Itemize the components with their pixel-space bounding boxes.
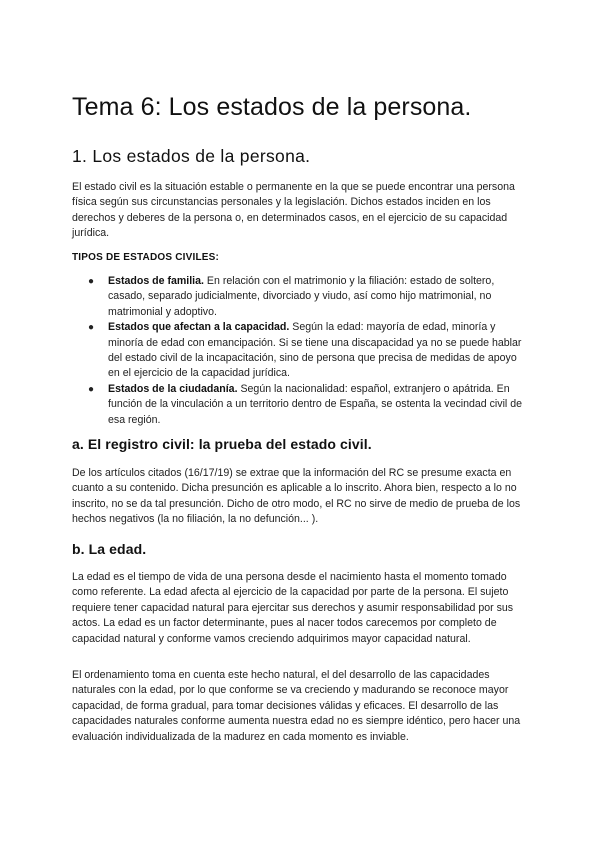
- section-heading: 1. Los estados de la persona.: [72, 146, 311, 166]
- bullet-icon: ●: [88, 322, 95, 334]
- bullet-icon: ●: [88, 276, 95, 287]
- list-item-text: En relación con el matrimonio y la filiación: estado de soltero, casado, separado judicialmente, divorciado y viudo, así como hijo matrimonial, no matrimonial y adoptivo.: [108, 275, 495, 318]
- list-item-text: Según la edad: mayoría de edad, minoría y minoría de edad con emancipación. Si se tiene una discapacidad ya no se puede hablar del estado civil de la incapacitación, sino de persona que precisa de medidas de apoyo en el ejercicio de la capacidad jurídica.: [108, 321, 522, 380]
- list-item: [72, 274, 528, 320]
- document-title: Tema 6: Los estados de la persona.: [72, 93, 472, 121]
- list-item-term: Estados que afectan a la capacidad.: [108, 321, 290, 334]
- bullet-icon: ●: [88, 383, 95, 395]
- list-item: [72, 320, 528, 382]
- subsection-heading-a: a. El registro civil: la prueba del estado civil.: [72, 436, 372, 452]
- subsection-heading-b: b. La edad.: [72, 541, 147, 557]
- list-item-text: Según la nacionalidad: español, extranjero o apátrida. En función de la vinculación a un territorio dentro de España, se ostenta la vecindad civil de esa región.: [108, 382, 522, 426]
- list-item-term: Estados de la ciudadanía.: [108, 382, 238, 395]
- edad-paragraph-2: El ordenamiento toma en cuenta este hecho natural, el del desarrollo de las capacidades naturales con la edad, por lo que conforme se va creciendo y madurando se reconoce mayor capacidad, de forma gradual, para tomar decisiones válidas y eficaces. El desarrollo de las capacidades naturales conforme aumenta nuestra edad no es siempre idéntico, pero hacer una evaluación individualizada de la madurez en cada momento es inviable.: [72, 669, 521, 743]
- edad-paragraph-1: La edad es el tiempo de vida de una persona desde el nacimiento hasta el momento tomado como referente. La edad afecta al ejercicio de la capacidad por parte de la persona. El sujeto requiere tener capacidad natural para ejercitar sus derechos y asumir responsabilidad por sus actos. La edad es un factor determinante, pues al nacer todos carecemos por completo de capacidad natural y conforme vamos creciendo adquirimos mayor capacidad natural.: [72, 571, 514, 645]
- registro-civil-paragraph: De los artículos citados (16/17/19) se extrae que la información del RC se presume exacta en cuanto a su contenido. Dicha presunción es aplicable a lo inscrito. Ahora bien, respecto a lo no inscrito, no se da tal presunción. Dicho de otro modo, el RC no sirve de medio de prueba de los hechos negativos (la no filiación, la no defunción... ).: [72, 467, 521, 526]
- list-item: [72, 382, 528, 428]
- types-label: TIPOS DE ESTADOS CIVILES:: [72, 252, 220, 263]
- intro-paragraph: El estado civil es la situación estable o permanente en la que se puede encontrar una persona física según sus circunstancias personales y la legislación. Dichos estados inciden en los derechos y deberes de la persona o, en determinados casos, en el ejercicio de su capacidad jurídica.: [72, 181, 515, 240]
- list-item-term: Estados de familia.: [108, 275, 204, 287]
- civil-status-types-list: [72, 274, 528, 428]
